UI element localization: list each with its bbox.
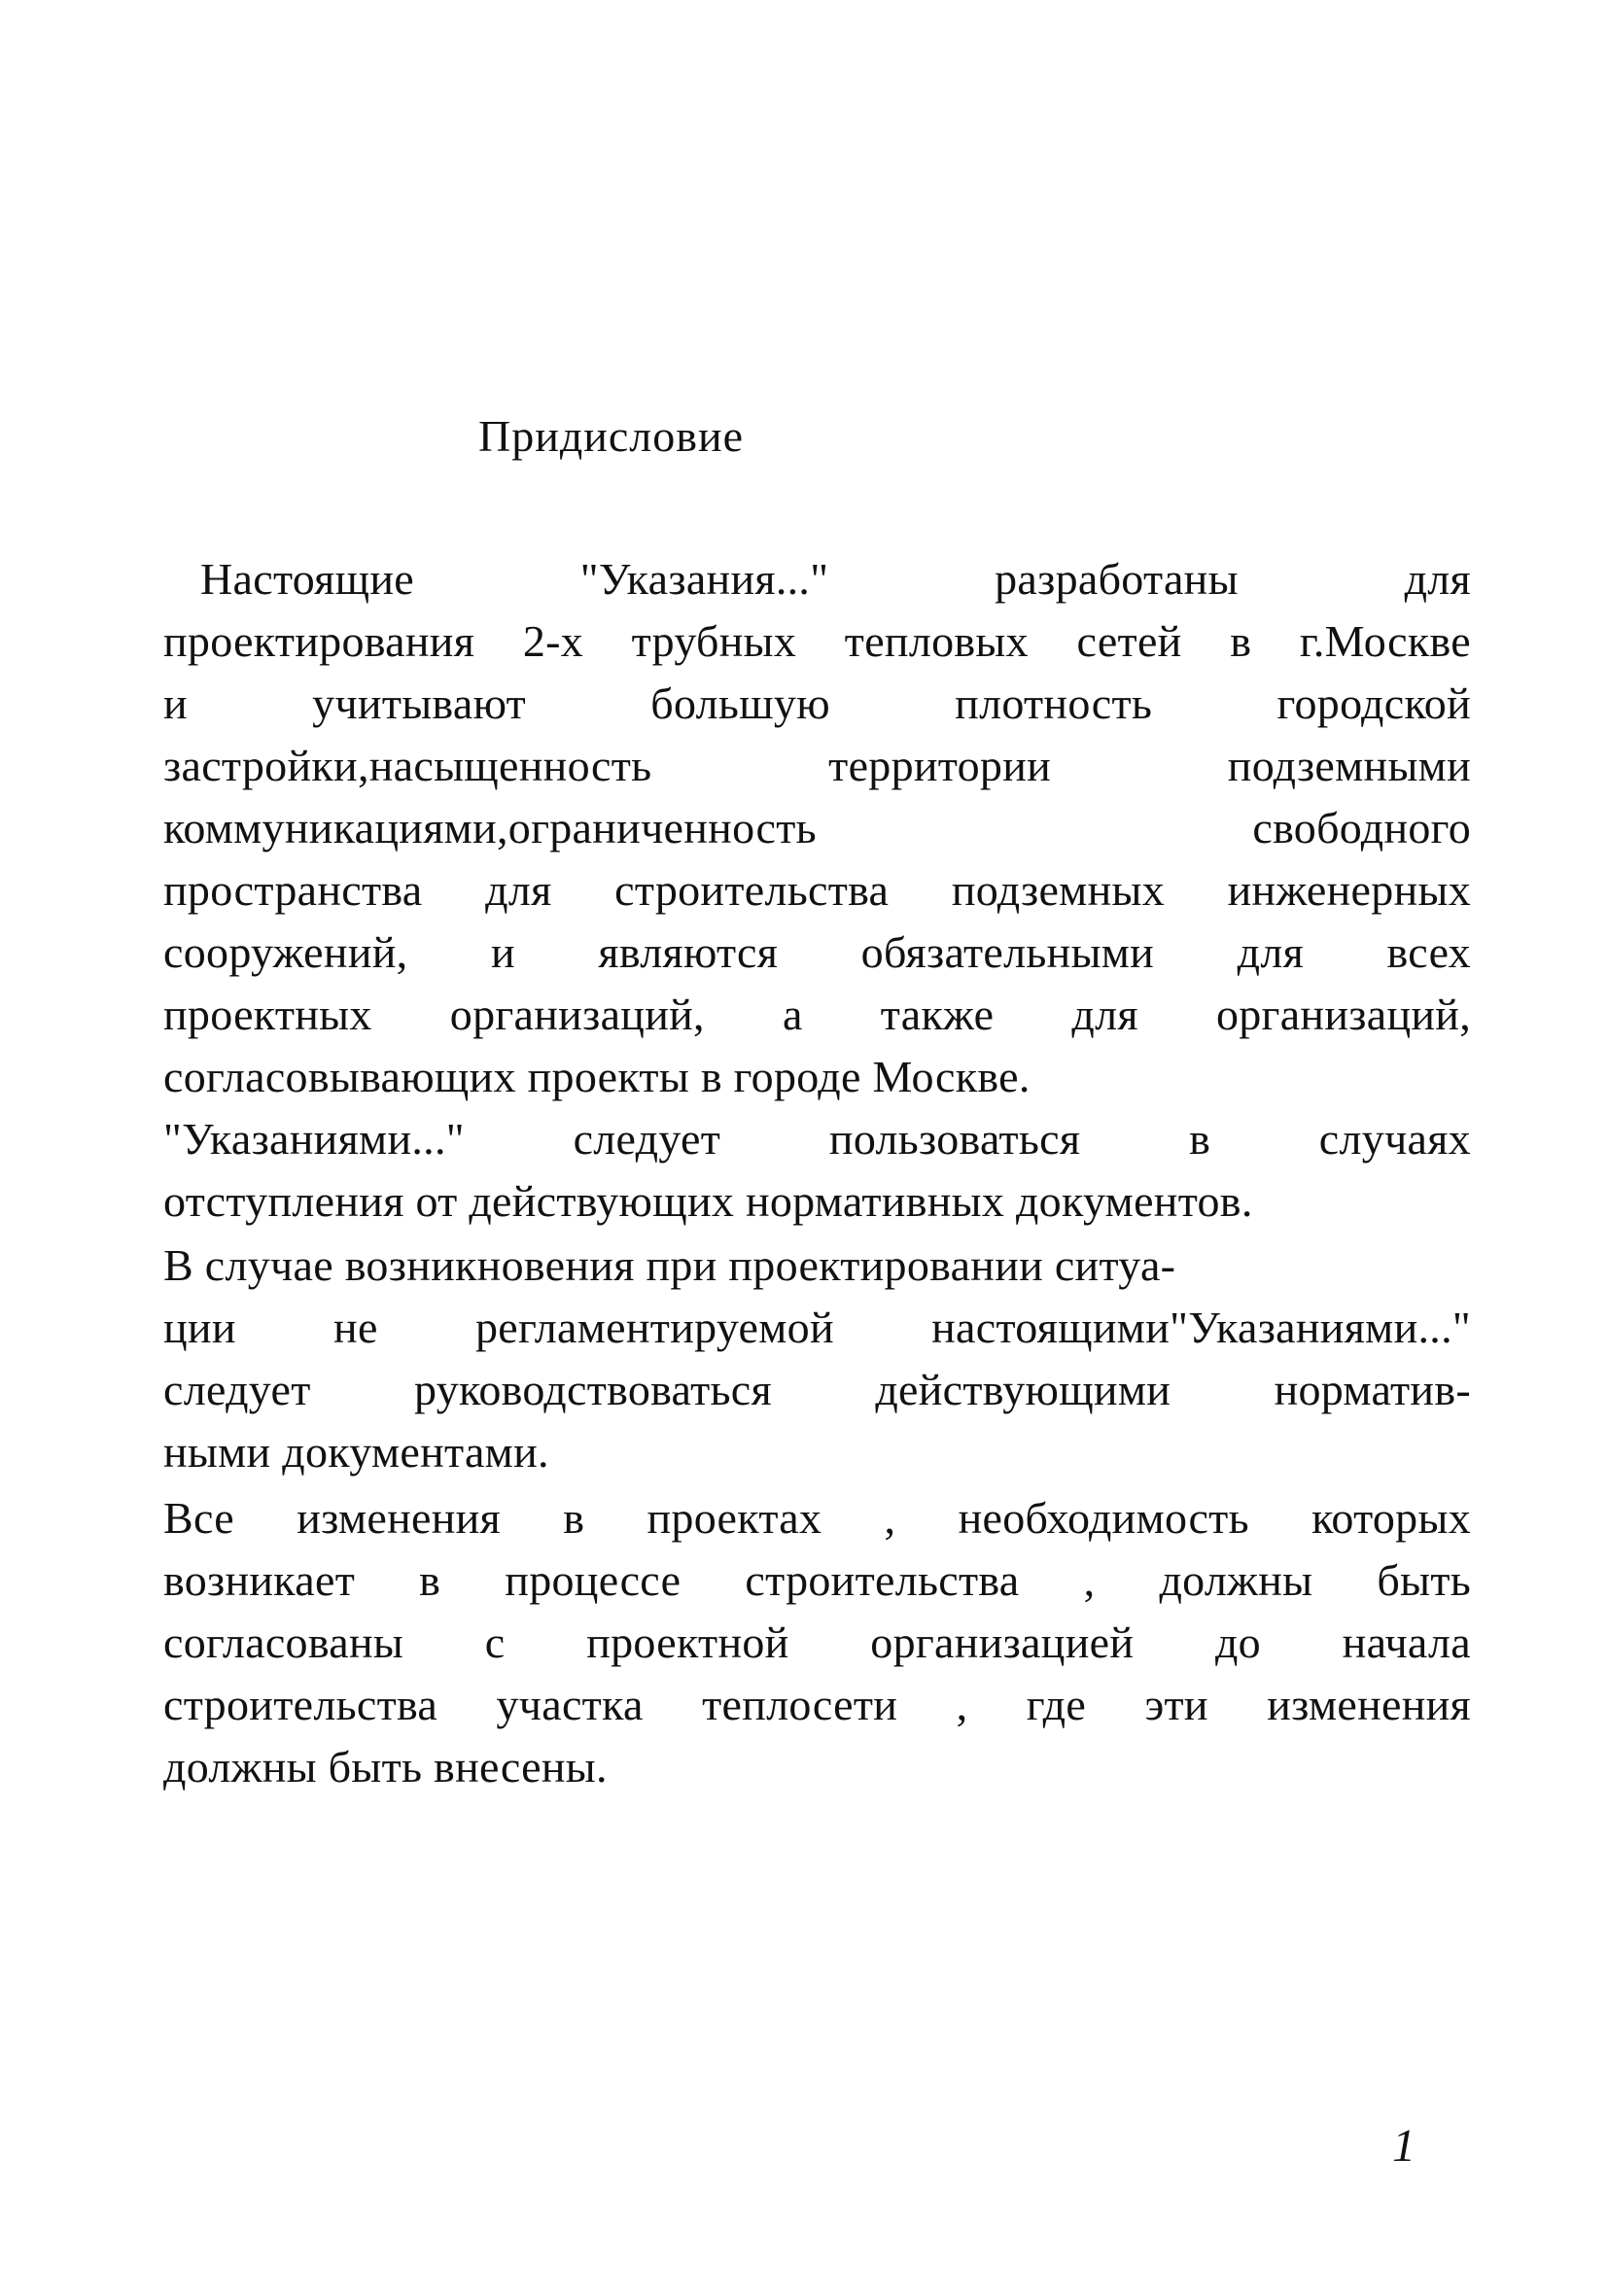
text-line: следует руководствоваться действующими норматив- [163, 1365, 1471, 1414]
page-title: Придисловие [478, 411, 744, 461]
text-line: отступления от действующих нормативных документов. [163, 1176, 1253, 1226]
text-line: пространства для строительства подземных инженерных [163, 865, 1471, 915]
text-line: ции не регламентируемой настоящими"Указаниями..." [163, 1303, 1471, 1352]
text-line: согласованы с проектной организацией до начала [163, 1618, 1471, 1667]
text-line: Настоящие "Указания..." разработаны для [200, 554, 1471, 604]
text-line: возникает в процессе строительства , должны быть [163, 1555, 1471, 1605]
text-line: согласовывающих проекты в городе Москве. [163, 1052, 1031, 1101]
text-line: "Указаниями..." следует пользоваться в случаях [163, 1114, 1471, 1164]
text-line: В случае возникновения при проектировании ситуа- [163, 1240, 1176, 1290]
text-line: и учитывают большую плотность городской [163, 678, 1471, 728]
page-number: 1 [1392, 2120, 1416, 2172]
text-line: строительства участка теплосети , где эти изменения [163, 1680, 1471, 1729]
text-line: проектирования 2-х трубных тепловых сетей в г.Москве [163, 616, 1471, 666]
text-line: проектных организаций, а также для организаций, [163, 990, 1471, 1039]
text-line: сооружений, и являются обязательными для всех [163, 927, 1471, 977]
text-line: Все изменения в проектах , необходимость которых [163, 1493, 1471, 1543]
text-line: должны быть внесены. [163, 1742, 608, 1792]
text-line: застройки,насыщенность территории подземными [163, 741, 1471, 790]
text-line: коммуникациями,ограниченность свободного [163, 803, 1471, 852]
text-line: ными документами. [163, 1427, 549, 1477]
